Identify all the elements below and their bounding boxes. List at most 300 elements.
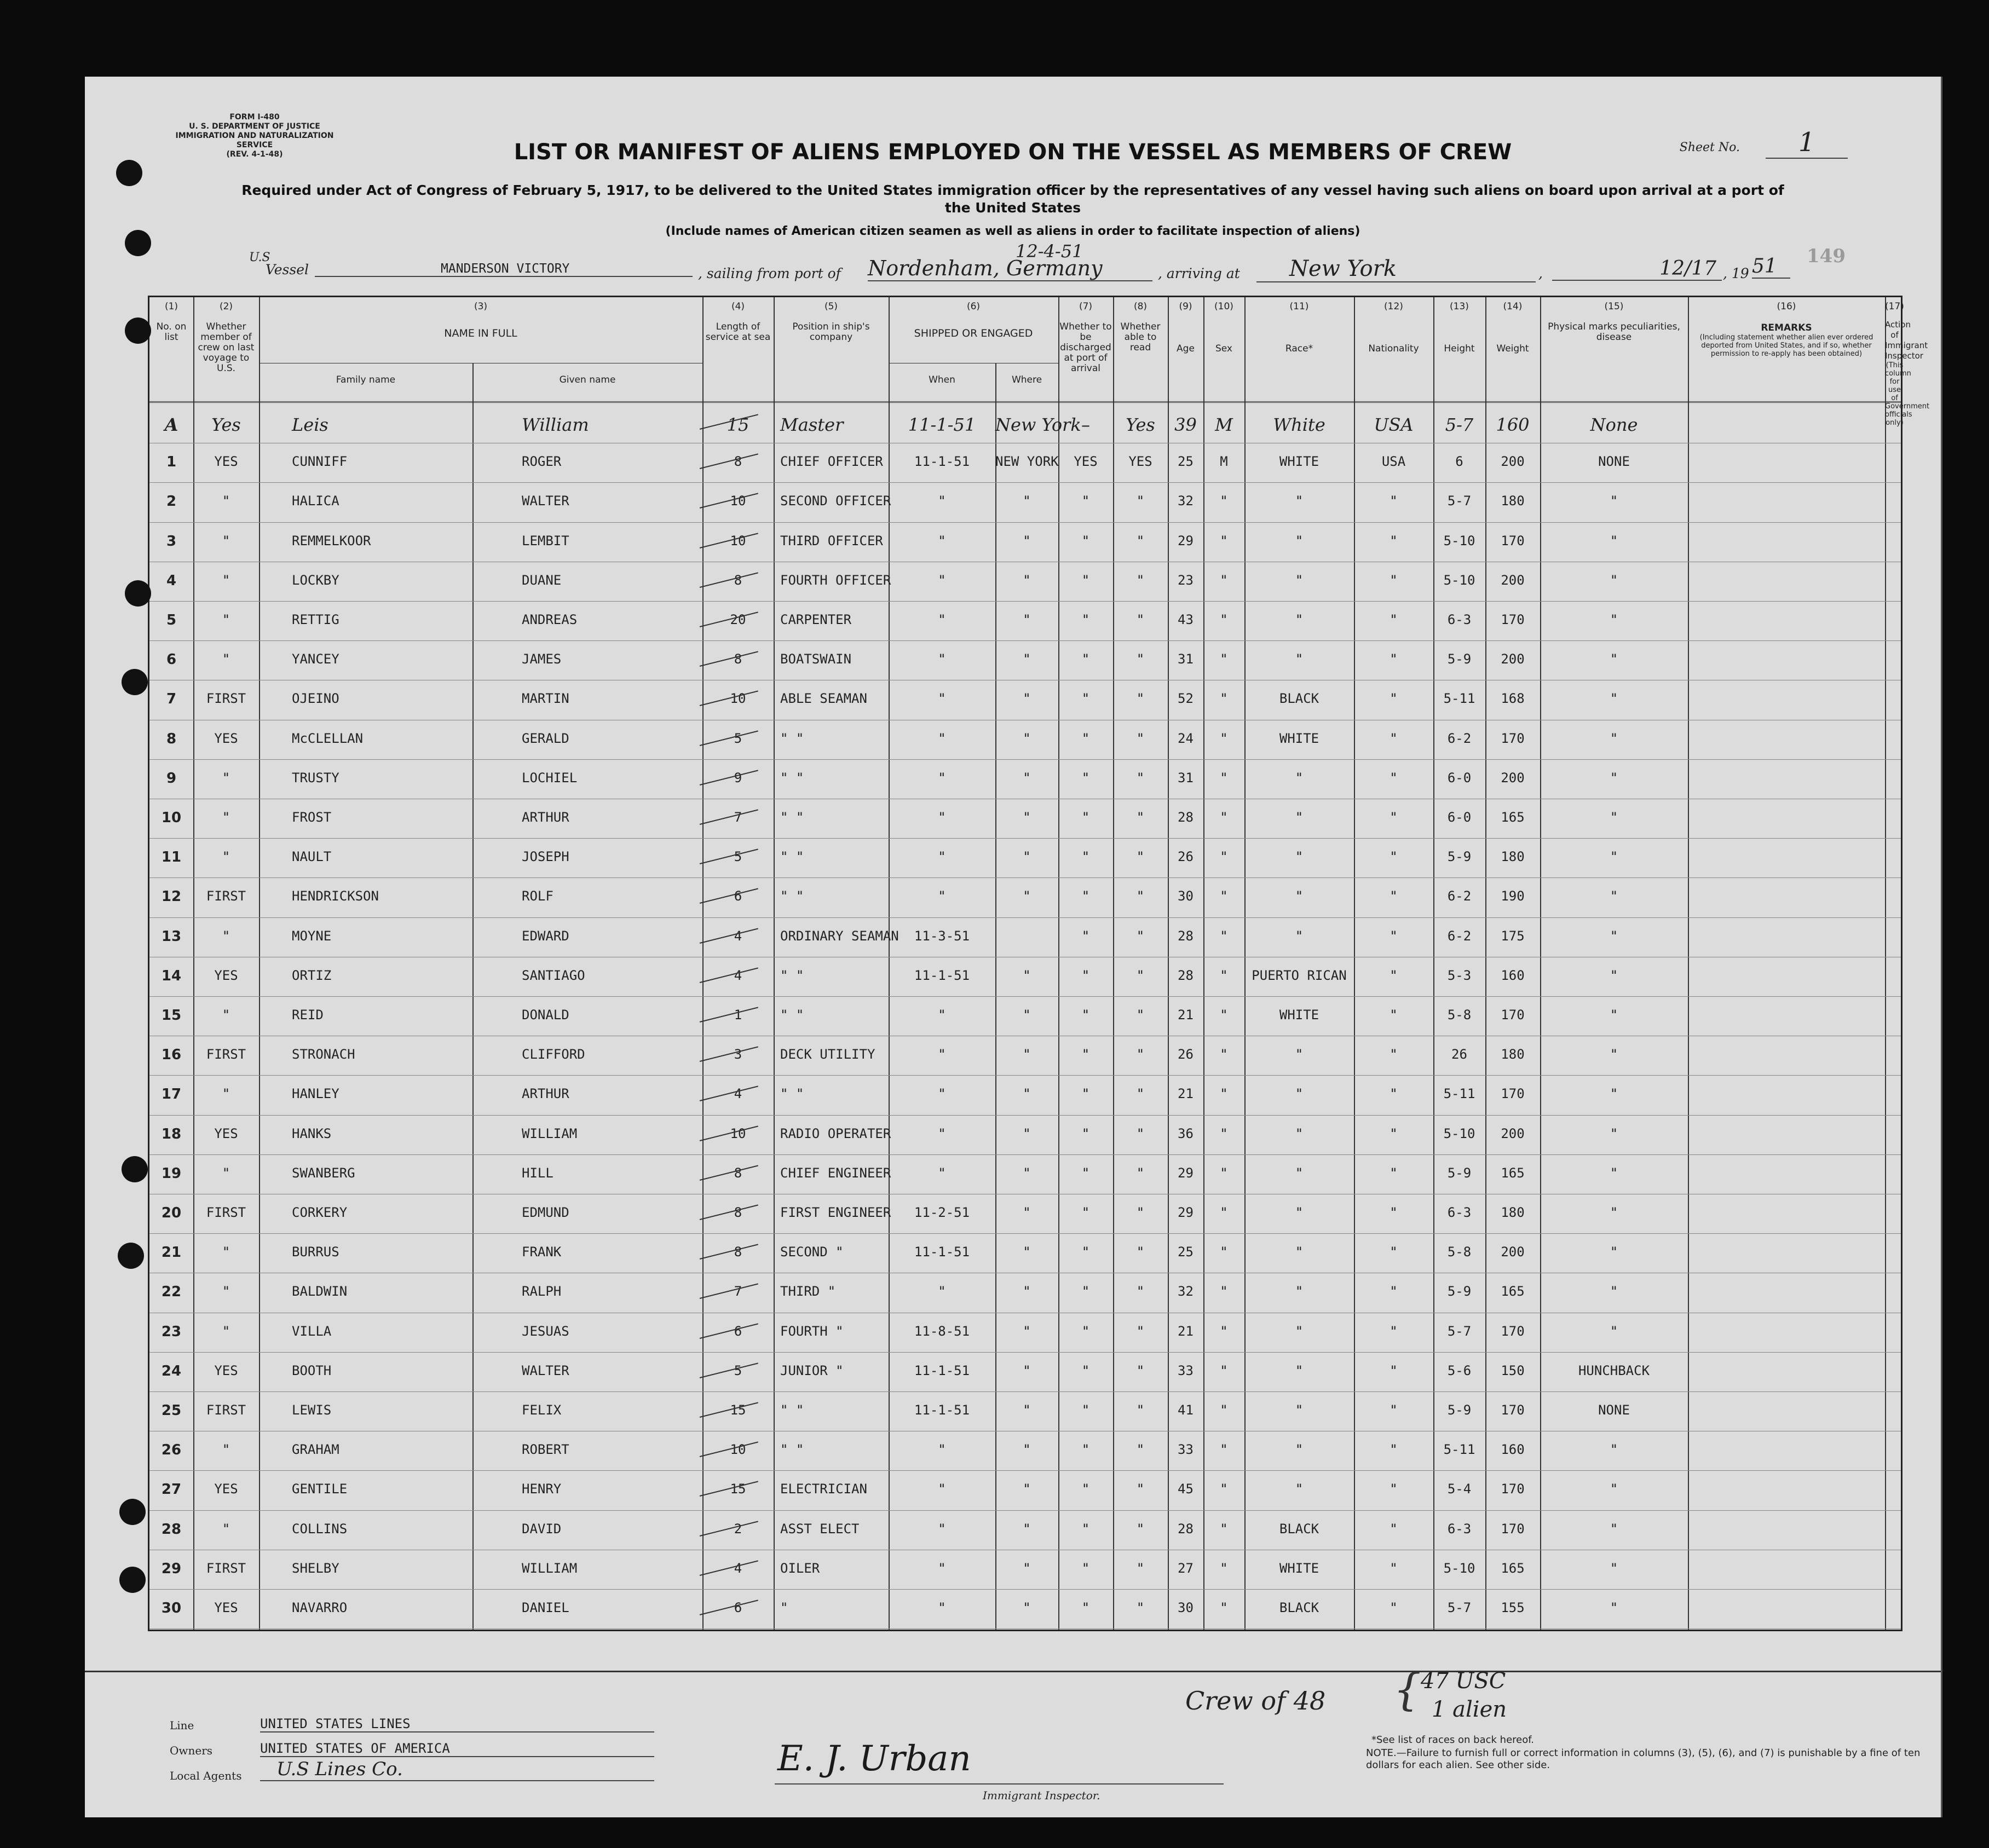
cell-when: " xyxy=(938,1086,946,1102)
cell-where: " xyxy=(1023,1323,1031,1339)
cell-last: " xyxy=(222,1323,230,1339)
cell-dis: " xyxy=(1081,1600,1090,1615)
cell-read: " xyxy=(1136,1402,1145,1418)
cell-family: ORTIZ xyxy=(292,967,332,983)
cell-no: 16 xyxy=(161,1047,182,1064)
cell-given: WALTER xyxy=(522,493,569,509)
vessel-label: Vessel xyxy=(266,262,309,278)
cell-given: LEMBIT xyxy=(522,533,569,548)
cell-service: 5 xyxy=(734,849,742,865)
cell-when: " xyxy=(938,691,946,707)
cell-dis: " xyxy=(1081,849,1090,865)
cell-marks: " xyxy=(1610,928,1618,944)
cell-age: 30 xyxy=(1178,1600,1194,1615)
cell-family: SHELBY xyxy=(292,1560,339,1576)
page-title: LIST OR MANIFEST OF ALIENS EMPLOYED ON THE VESSEL AS MEMBERS OF CREW xyxy=(514,140,1512,165)
cell-dis: " xyxy=(1081,1402,1090,1418)
column-divider xyxy=(259,297,260,1630)
cell-race: " xyxy=(1295,1442,1304,1458)
cell-nat: " xyxy=(1390,1047,1398,1062)
column-number: (8) xyxy=(1133,301,1148,312)
cell-marks: " xyxy=(1610,1165,1618,1181)
cell-dis: " xyxy=(1081,1086,1090,1102)
cell-nat: " xyxy=(1390,651,1398,667)
column-header-c17 xyxy=(1885,301,1930,427)
cell-age: 25 xyxy=(1178,454,1194,470)
cell-age: 31 xyxy=(1178,770,1194,786)
cell-given: GERALD xyxy=(522,730,569,746)
column-header-c9 xyxy=(1168,302,1203,354)
cell-service: 10 xyxy=(730,1442,746,1458)
cell-no: 9 xyxy=(166,770,177,787)
cell-weight: 170 xyxy=(1501,533,1525,548)
cell-dis: " xyxy=(1081,493,1090,509)
cell-dis: " xyxy=(1081,1125,1090,1141)
cell-service: 9 xyxy=(734,770,742,786)
row-divider xyxy=(149,838,1901,839)
cell-sex: " xyxy=(1220,1086,1228,1102)
cell-where: " xyxy=(1023,1205,1031,1220)
cell-dis: " xyxy=(1081,572,1090,588)
cell-nat: " xyxy=(1390,1125,1398,1141)
cell-where: " xyxy=(1023,1086,1031,1102)
cell-read: " xyxy=(1136,1086,1145,1102)
cell-marks: " xyxy=(1610,849,1618,865)
cell-service: 15 xyxy=(727,414,750,435)
cell-no: 21 xyxy=(161,1244,182,1261)
cell-given: RALPH xyxy=(522,1284,562,1300)
cell-age: 41 xyxy=(1178,1402,1194,1418)
cell-height: 5-9 xyxy=(1447,849,1472,865)
cell-race: " xyxy=(1295,1481,1304,1497)
cell-no: 18 xyxy=(161,1125,182,1142)
column-label: No. on list xyxy=(156,321,187,343)
arrival-date: 12/17 xyxy=(1552,257,1722,281)
cell-weight: 170 xyxy=(1501,1402,1525,1418)
page-stamp: 149 xyxy=(1807,245,1846,267)
cell-no: 4 xyxy=(166,572,177,589)
cell-race: " xyxy=(1295,770,1304,786)
cell-family: HALICA xyxy=(292,493,339,509)
cell-marks: " xyxy=(1610,1125,1618,1141)
cell-when: " xyxy=(938,1284,946,1300)
cell-last: FIRST xyxy=(206,1402,246,1418)
punch-hole xyxy=(118,1243,144,1269)
cell-when: 11-1-51 xyxy=(908,414,976,435)
cell-no: 14 xyxy=(161,967,182,984)
cell-age: 32 xyxy=(1178,493,1194,509)
header-separator xyxy=(149,401,1901,403)
column-label: Nationality xyxy=(1368,343,1419,354)
cell-last: FIRST xyxy=(206,1205,246,1220)
cell-read: " xyxy=(1136,1600,1145,1615)
cell-height: 5-9 xyxy=(1447,1165,1472,1181)
cell-nat: " xyxy=(1390,1323,1398,1339)
cell-race: " xyxy=(1295,612,1304,627)
cell-dis: " xyxy=(1081,928,1090,944)
cell-family: HANLEY xyxy=(292,1086,339,1102)
cell-age: 30 xyxy=(1178,888,1194,904)
cell-position: " " xyxy=(780,1402,804,1418)
cell-age: 29 xyxy=(1178,1165,1194,1181)
cell-weight: 170 xyxy=(1501,612,1525,627)
cell-weight: 160 xyxy=(1501,967,1525,983)
cell-read: " xyxy=(1136,849,1145,865)
cell-race: BLACK xyxy=(1279,1521,1319,1537)
cell-dis: " xyxy=(1081,612,1090,627)
cell-position: FIRST ENGINEER xyxy=(780,1205,891,1220)
cell-service: 8 xyxy=(734,651,742,667)
cell-marks: " xyxy=(1610,770,1618,786)
cell-nat: " xyxy=(1390,572,1398,588)
cell-age: 27 xyxy=(1178,1560,1194,1576)
cell-age: 45 xyxy=(1178,1481,1194,1497)
cell-dis: " xyxy=(1081,533,1090,548)
cell-where: " xyxy=(1023,493,1031,509)
column-header-c13 xyxy=(1433,302,1485,354)
cell-last: " xyxy=(222,810,230,825)
cell-family: REID xyxy=(292,1007,324,1023)
cell-no: 12 xyxy=(161,888,182,905)
cell-position: " " xyxy=(780,730,804,746)
cell-position: JUNIOR " xyxy=(780,1362,844,1378)
row-divider xyxy=(149,1154,1901,1155)
cell-service: 6 xyxy=(734,1323,742,1339)
cell-given: DUANE xyxy=(522,572,562,588)
cell-nat: USA xyxy=(1381,454,1406,470)
cell-height: 6-3 xyxy=(1447,612,1472,627)
cell-position: " " xyxy=(780,1007,804,1023)
row-divider xyxy=(149,1391,1901,1392)
cell-when: 11-1-51 xyxy=(914,967,970,983)
footer-divider xyxy=(85,1671,1941,1672)
column-number: (4) xyxy=(731,301,745,312)
cell-family: McCLELLAN xyxy=(292,730,364,746)
row-divider xyxy=(149,1075,1901,1076)
cell-weight: 170 xyxy=(1501,1007,1525,1023)
cell-sex: " xyxy=(1220,1284,1228,1300)
row-divider xyxy=(149,1233,1901,1234)
cell-service: 10 xyxy=(730,533,746,548)
signature-line xyxy=(775,1783,1224,1785)
cell-when: " xyxy=(938,1521,946,1537)
cell-no: 7 xyxy=(166,691,177,708)
cell-marks: " xyxy=(1610,967,1618,983)
cell-height: 5-9 xyxy=(1447,1284,1472,1300)
cell-where: " xyxy=(1023,612,1031,627)
cell-weight: 200 xyxy=(1501,1125,1525,1141)
cell-weight: 170 xyxy=(1501,1086,1525,1102)
races-note: *See list of races on back hereof. xyxy=(1371,1734,1534,1746)
cell-where: " xyxy=(1023,1600,1031,1615)
cell-read: " xyxy=(1136,1125,1145,1141)
row-divider xyxy=(149,1589,1901,1590)
cell-where: " xyxy=(1023,888,1031,904)
cell-when: 11-1-51 xyxy=(914,1244,970,1260)
cell-dis: " xyxy=(1081,1284,1090,1300)
cell-family: NAULT xyxy=(292,849,332,865)
cell-last: YES xyxy=(214,1600,238,1615)
cell-height: 5-7 xyxy=(1447,1323,1472,1339)
cell-height: 6 xyxy=(1455,454,1463,470)
cell-read: " xyxy=(1136,730,1145,746)
cell-height: 5-10 xyxy=(1443,533,1475,548)
cell-no: 17 xyxy=(161,1086,182,1103)
cell-race: " xyxy=(1295,572,1304,588)
column-label: Whether able to read xyxy=(1120,321,1161,353)
cell-where: " xyxy=(1023,1521,1031,1537)
cell-read: " xyxy=(1136,888,1145,904)
cell-dis: " xyxy=(1081,1323,1090,1339)
cell-sex: " xyxy=(1220,1402,1228,1418)
cell-family: FROST xyxy=(292,810,332,825)
cell-race: " xyxy=(1295,1362,1304,1378)
cell-height: 6-0 xyxy=(1447,810,1472,825)
column-header-c14 xyxy=(1485,302,1540,354)
cell-where: " xyxy=(1023,1125,1031,1141)
cell-no: 19 xyxy=(161,1165,182,1182)
cell-height: 5-7 xyxy=(1447,1600,1472,1615)
cell-given: William xyxy=(522,414,589,435)
cell-position: ASST ELECT xyxy=(780,1521,860,1537)
column-label: REMARKS xyxy=(1761,322,1812,333)
cell-sex: " xyxy=(1220,691,1228,707)
cell-weight: 170 xyxy=(1501,1521,1525,1537)
inspector-signature: E. J. Urban xyxy=(777,1739,971,1779)
column-number: (9) xyxy=(1179,301,1192,312)
cell-family: LOCKBY xyxy=(292,572,339,588)
cell-height: 5-6 xyxy=(1447,1362,1472,1378)
column-header-c6 xyxy=(889,302,1058,339)
cell-weight: 170 xyxy=(1501,730,1525,746)
column-number: (6) xyxy=(966,301,981,312)
cell-no: 29 xyxy=(161,1560,182,1577)
cell-weight: 190 xyxy=(1501,888,1525,904)
cell-race: " xyxy=(1295,533,1304,548)
cell-marks: " xyxy=(1610,1007,1618,1023)
cell-when: 11-2-51 xyxy=(914,1205,970,1220)
cell-weight: 180 xyxy=(1501,1205,1525,1220)
cell-nat: " xyxy=(1390,888,1398,904)
vessel-prefix: U.S xyxy=(249,251,270,264)
row-divider xyxy=(149,1115,1901,1116)
row-divider xyxy=(149,482,1901,483)
cell-given: LOCHIEL xyxy=(522,770,578,786)
column-header-c16 xyxy=(1688,302,1885,358)
cell-sex: " xyxy=(1220,1521,1228,1537)
row-divider xyxy=(149,917,1901,918)
cell-family: HENDRICKSON xyxy=(292,888,379,904)
column-number: (2) xyxy=(219,301,233,312)
cell-sex: " xyxy=(1220,1600,1228,1615)
cell-when: " xyxy=(938,1600,946,1615)
cell-position: CHIEF OFFICER xyxy=(780,454,883,470)
cell-nat: " xyxy=(1390,1402,1398,1418)
cell-where: " xyxy=(1023,1165,1031,1181)
cell-nat: " xyxy=(1390,612,1398,627)
cell-nat: " xyxy=(1390,730,1398,746)
cell-position: " " xyxy=(780,1086,804,1102)
cell-last: FIRST xyxy=(206,888,246,904)
cell-sex: " xyxy=(1220,493,1228,509)
cell-sex: " xyxy=(1220,1007,1228,1023)
cell-age: 26 xyxy=(1178,1047,1194,1062)
cell-sex: " xyxy=(1220,1323,1228,1339)
column-number: (14) xyxy=(1503,301,1523,312)
cell-weight: 200 xyxy=(1501,770,1525,786)
cell-race: " xyxy=(1295,810,1304,825)
cell-race: " xyxy=(1295,1086,1304,1102)
crew-breakdown-alien: 1 alien xyxy=(1432,1697,1507,1722)
punch-hole xyxy=(125,317,151,344)
cell-when: " xyxy=(938,1165,946,1181)
sheet-number-value: 1 xyxy=(1766,127,1848,159)
cell-weight: 168 xyxy=(1501,691,1525,707)
column-label: Whether to be discharged at port of arrival xyxy=(1059,321,1112,374)
cell-dis: " xyxy=(1081,651,1090,667)
vessel-name: MANDERSON VICTORY xyxy=(315,262,693,277)
cell-family: RETTIG xyxy=(292,612,339,627)
column-divider xyxy=(1885,297,1886,1630)
cell-position: Master xyxy=(780,414,844,435)
cell-weight: 165 xyxy=(1501,1560,1525,1576)
cell-race: " xyxy=(1295,1047,1304,1062)
cell-service: 15 xyxy=(730,1481,746,1497)
cell-race: " xyxy=(1295,493,1304,509)
row-divider xyxy=(149,522,1901,523)
cell-sex: " xyxy=(1220,1205,1228,1220)
cell-age: 29 xyxy=(1178,533,1194,548)
cell-service: 6 xyxy=(734,1600,742,1615)
column-header-c15 xyxy=(1540,302,1688,343)
cell-weight: 180 xyxy=(1501,1047,1525,1062)
cell-sex: " xyxy=(1220,1125,1228,1141)
cell-last: YES xyxy=(214,967,238,983)
sailing-port: Nordenham, Germany xyxy=(868,256,1152,281)
cell-last: " xyxy=(222,1284,230,1300)
cell-height: 5-11 xyxy=(1443,1442,1475,1458)
sheet-number-label: Sheet No. xyxy=(1679,141,1740,154)
cell-when: 11-1-51 xyxy=(914,1362,970,1378)
cell-nat: " xyxy=(1390,1165,1398,1181)
cell-height: 6-0 xyxy=(1447,770,1472,786)
cell-no: 26 xyxy=(161,1442,182,1459)
column-label: Position in ship's company xyxy=(792,321,870,343)
cell-where: " xyxy=(1023,1402,1031,1418)
punch-hole xyxy=(116,160,142,186)
cell-weight: 165 xyxy=(1501,1165,1525,1181)
cell-service: 1 xyxy=(734,1007,742,1023)
cell-height: 26 xyxy=(1451,1047,1467,1062)
cell-given: EDMUND xyxy=(522,1205,569,1220)
cell-age: 32 xyxy=(1178,1284,1194,1300)
row-divider xyxy=(149,877,1901,878)
cell-race: " xyxy=(1295,651,1304,667)
row-divider xyxy=(149,1510,1901,1511)
cell-when: 11-3-51 xyxy=(914,928,970,944)
cell-dis: " xyxy=(1081,1560,1090,1576)
cell-age: 29 xyxy=(1178,1205,1194,1220)
cell-marks: None xyxy=(1590,414,1638,435)
cell-given: DONALD xyxy=(522,1007,569,1023)
cell-weight: 200 xyxy=(1501,1244,1525,1260)
cell-where: " xyxy=(1023,810,1031,825)
cell-position: " " xyxy=(780,888,804,904)
cell-sex: " xyxy=(1220,1560,1228,1576)
year-prefix: , 19 xyxy=(1723,265,1749,281)
cell-sex: " xyxy=(1220,1047,1228,1062)
cell-read: " xyxy=(1136,1481,1145,1497)
cell-nat: " xyxy=(1390,691,1398,707)
column-number: (12) xyxy=(1384,301,1403,312)
cell-service: 4 xyxy=(734,1086,742,1102)
cell-family: TRUSTY xyxy=(292,770,339,786)
cell-read: " xyxy=(1136,1007,1145,1023)
cell-age: 25 xyxy=(1178,1244,1194,1260)
cell-where: " xyxy=(1023,533,1031,548)
cell-read: " xyxy=(1136,1205,1145,1220)
form-number: FORM I-480 xyxy=(229,113,280,122)
cell-dis: " xyxy=(1081,1481,1090,1497)
cell-nat: " xyxy=(1390,849,1398,865)
cell-last: " xyxy=(222,1521,230,1537)
cell-nat: " xyxy=(1390,1560,1398,1576)
cell-dis: – xyxy=(1081,414,1090,435)
cell-no: 3 xyxy=(166,533,177,550)
cell-dis: " xyxy=(1081,1362,1090,1378)
cell-given: HENRY xyxy=(522,1481,562,1497)
cell-age: 33 xyxy=(1178,1362,1194,1378)
cell-service: 3 xyxy=(734,1047,742,1062)
column-label: Action of Immigrant Inspector xyxy=(1885,320,1928,361)
cell-service: 5 xyxy=(734,1362,742,1378)
cell-family: MOYNE xyxy=(292,928,332,944)
cell-marks: " xyxy=(1610,1521,1618,1537)
cell-read: " xyxy=(1136,572,1145,588)
cell-weight: 165 xyxy=(1501,1284,1525,1300)
cell-age: 39 xyxy=(1174,414,1197,435)
column-label: NAME IN FULL xyxy=(444,327,517,339)
cell-race: " xyxy=(1295,1284,1304,1300)
cell-marks: NONE xyxy=(1598,1402,1630,1418)
cell-where: " xyxy=(1023,1284,1031,1300)
cell-last: " xyxy=(222,533,230,548)
cell-service: 8 xyxy=(734,1244,742,1260)
cell-age: 33 xyxy=(1178,1442,1194,1458)
cell-race: White xyxy=(1273,414,1325,435)
punch-hole xyxy=(125,580,151,607)
cell-last: Yes xyxy=(211,414,241,435)
form-department: U. S. DEPARTMENT OF JUSTICE xyxy=(189,122,320,131)
legal-note: NOTE.—Failure to furnish full or correct information in columns (3), (5), (6), and (7) is punishable by a fine of ten dollars for each alien. See other side. xyxy=(1366,1747,1921,1771)
column-sublabel: (This column for use of Government officials only) xyxy=(1885,361,1930,427)
cell-where: " xyxy=(1023,770,1031,786)
cell-family: HANKS xyxy=(292,1125,332,1141)
cell-last: " xyxy=(222,612,230,627)
cell-race: " xyxy=(1295,1205,1304,1220)
cell-read: " xyxy=(1136,1560,1145,1576)
cell-marks: " xyxy=(1610,1284,1618,1300)
cell-sex: " xyxy=(1220,928,1228,944)
cell-service: 8 xyxy=(734,454,742,470)
owners-value: UNITED STATES OF AMERICA xyxy=(260,1741,654,1757)
cell-given: ROGER xyxy=(522,454,562,470)
column-number: (15) xyxy=(1604,301,1624,312)
cell-service: 20 xyxy=(730,612,746,627)
cell-no: A xyxy=(164,414,178,435)
column-number: (13) xyxy=(1450,301,1469,312)
cell-height: 5-7 xyxy=(1445,414,1474,435)
